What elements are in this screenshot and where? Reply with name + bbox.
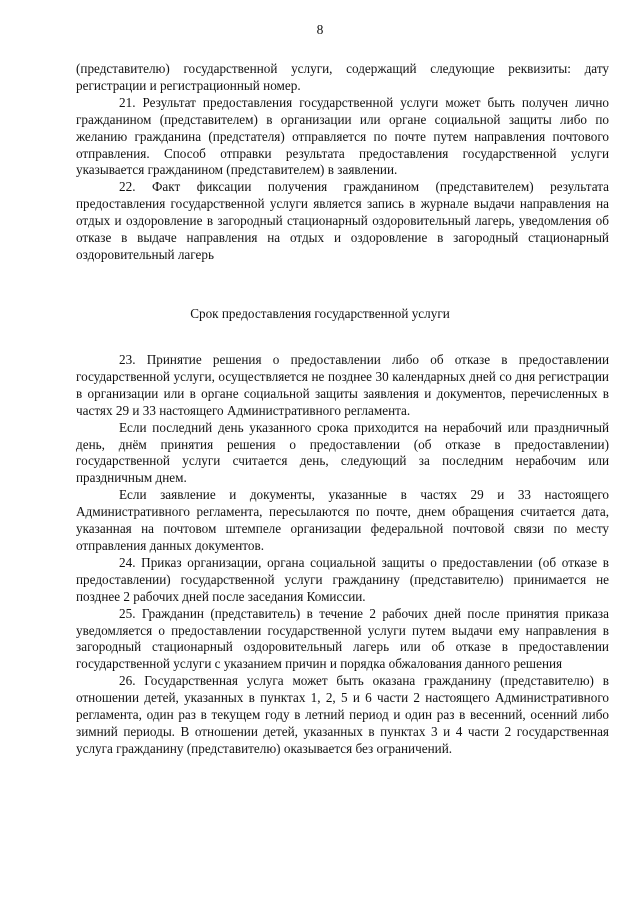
paragraph-continuation: (представителю) государственной услуги, содержащий следующие реквизиты: дату регистрации и регистрационный номер.	[76, 61, 609, 93]
paragraph-22: 22. Факт фиксации получения гражданином (представителем) результата предоставления государственной услуги является запись в журнале выдачи направления на отдых и оздоровление в загородный стационарный оздоровительный лагерь, уведомления об отказе в выдаче направления на отдых и оздоровление в загородный стационарный оздоровительный лагерь	[76, 179, 609, 262]
paragraph-21: 21. Результат предоставления государственной услуги может быть получен лично гражданином (представителем) в организации или органе социальной защиты либо по желанию гражданина (предстателя) отправляется по почте путем направления почтового отправления. Способ отправки результата предоставления государственной услуги указывается гражданином (представителем) в заявлении.	[76, 94, 609, 178]
paragraph-23: 23. Принятие решения о предоставлении либо об отказе в предоставлении государственной услуги, осуществляется не позднее 30 календарных дней со дня регистрации в организации или в органе социальной защиты заявления и документов, перечисленных в частях 29 и 33 настоящего Административного регламента.	[76, 352, 609, 418]
section-heading: Срок предоставления государственной услуги	[190, 306, 450, 321]
paragraph-24: 24. Приказ организации, органа социальной защиты о предоставлении (об отказе в предоставлении) государственной услуги гражданину (представителю) принимается не позднее 2 рабочих дней после заседания Комиссии.	[76, 554, 609, 604]
paragraph-26: 26. Государственная услуга может быть оказана гражданину (представителю) в отношении детей, указанных в пунктах 1, 2, 5 и 6 части 2 настоящего Административного регламента, один раз в текущем году в летний период и один раз в весенний, осенний либо зимний периоды. В отношении детей, указанных в пунктах 3 и 4 части 2 государственная услуга гражданину (представителю) оказывается без ограничений.	[76, 673, 609, 756]
page-number: 8	[316, 22, 324, 37]
paragraph-23-mail: Если заявление и документы, указанные в частях 29 и 33 настоящего Административного регламента, пересылаются по почте, днем обращения считается дата, указанная на почтовом штемпеле организации федеральной почтовой связи по месту отправления данных документов.	[76, 487, 609, 553]
text-block-results	[76, 61, 609, 264]
paragraph-25: 25. Гражданин (представитель) в течение 2 рабочих дней после принятия приказа уведомляется о предоставлении государственной услуги путем выдачи ему направления в загородный стационарный оздоровительный лагерь или об отказе в предоставлении государственной услуги с указанием причин и порядка обжалования данного решения	[76, 605, 609, 672]
text-block-terms	[76, 352, 609, 758]
paragraph-23-last-day: Если последний день указанного срока приходится на нерабочий или праздничный день, днём принятия решения о предоставлении (об отказе в предоставлении) государственной услуги считается день, следующий за последним нерабочим или праздничным днем.	[76, 419, 609, 486]
